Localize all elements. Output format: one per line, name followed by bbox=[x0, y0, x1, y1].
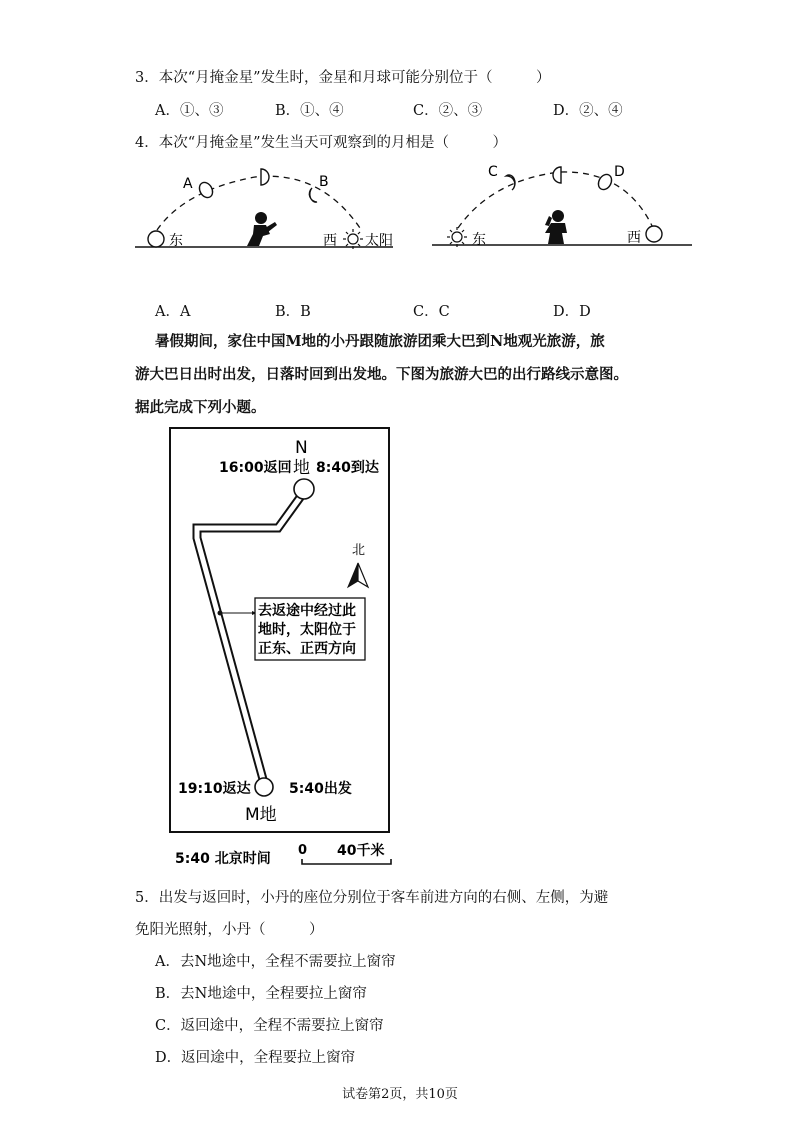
label-d: D bbox=[614, 164, 625, 180]
q5-stem-line-2: 免阳光照射，小丹（ ） bbox=[135, 922, 324, 938]
m-label: M地 bbox=[245, 805, 277, 825]
q4-option-c: C．C bbox=[413, 304, 450, 320]
q5-stem-line-1: 5．出发与返回时，小丹的座位分别位于客车前进方向的右侧、左侧，为避 bbox=[135, 890, 609, 906]
m-return-time: 19:10返达 bbox=[178, 781, 251, 797]
moon-diagram-right bbox=[432, 160, 694, 260]
passage-line-3: 据此完成下列小题。 bbox=[135, 399, 266, 416]
note-line-2: 地时，太阳位于 bbox=[258, 622, 356, 638]
n-label-di: 地 bbox=[293, 458, 310, 478]
label-west: 西 bbox=[323, 233, 337, 249]
n-arrive-time: 8:40到达 bbox=[316, 460, 379, 476]
note-line-3: 正东、正西方向 bbox=[258, 641, 356, 657]
sun-icon-east bbox=[447, 227, 467, 247]
q3-option-c: C．②、③ bbox=[413, 103, 483, 119]
q3-option-a: A．①、③ bbox=[155, 103, 224, 119]
observer-icon bbox=[247, 212, 277, 246]
q5-option-a: A．去N地途中，全程不需要拉上窗帘 bbox=[155, 954, 396, 970]
moon-circle-east bbox=[148, 231, 164, 247]
passage-line-2: 游大巴日出时出发，日落时回到出发地。下图为旅游大巴的出行路线示意图。 bbox=[135, 366, 628, 383]
moon-diagram-left bbox=[135, 160, 395, 260]
q4-option-b: B．B bbox=[275, 304, 311, 320]
q5-option-d: D．返回途中，全程要拉上窗帘 bbox=[155, 1050, 356, 1066]
q4-stem: 4．本次“月掩金星”发生当天可观察到的月相是（ ） bbox=[135, 135, 508, 151]
n-place-circle bbox=[294, 479, 314, 499]
q4-option-d: D．D bbox=[553, 304, 591, 320]
label-east: 东 bbox=[169, 233, 183, 249]
scale-zero: 0 bbox=[298, 843, 308, 858]
label-c: C bbox=[488, 164, 498, 180]
label-a: A bbox=[183, 176, 193, 192]
time-note: 5:40 北京时间 bbox=[175, 851, 271, 867]
q3-option-b: B．①、④ bbox=[275, 103, 344, 119]
moon-half-top bbox=[261, 169, 269, 185]
q4-option-a: A．A bbox=[155, 304, 191, 320]
sun-icon bbox=[343, 229, 363, 249]
moon-half-top-right bbox=[553, 167, 561, 183]
n-label: N bbox=[295, 438, 308, 458]
q5-option-b: B．去N地途中，全程要拉上窗帘 bbox=[155, 986, 367, 1002]
m-place-circle bbox=[255, 778, 273, 796]
label-sun: 太阳 bbox=[365, 233, 393, 249]
route-map bbox=[165, 423, 405, 873]
moon-d bbox=[596, 172, 614, 192]
scale-length: 40千米 bbox=[337, 843, 385, 859]
q5-option-c: C．返回途中，全程不需要拉上窗帘 bbox=[155, 1018, 384, 1034]
north-label: 北 bbox=[352, 543, 366, 558]
m-depart-time: 5:40出发 bbox=[289, 781, 352, 797]
moon-c bbox=[506, 175, 515, 190]
label-west-right: 西 bbox=[627, 230, 641, 246]
label-b: B bbox=[319, 174, 329, 190]
passage-line-1: 暑假期间，家住中国M地的小丹跟随旅游团乘大巴到N地观光旅游，旅 bbox=[155, 333, 605, 350]
page-footer: 试卷第2页，共10页 bbox=[342, 1087, 458, 1102]
observer-icon-right bbox=[545, 210, 567, 244]
scale-bar bbox=[302, 859, 391, 864]
moon-a bbox=[197, 180, 215, 200]
q3-option-d: D．②、④ bbox=[553, 103, 623, 119]
q3-stem: 3．本次“月掩金星”发生时，金星和月球可能分别位于（ ） bbox=[135, 70, 551, 86]
n-return-time: 16:00返回 bbox=[219, 460, 292, 476]
label-east-right: 东 bbox=[472, 232, 486, 248]
moon-circle-west bbox=[646, 226, 662, 242]
note-line-1: 去返途中经过此 bbox=[258, 603, 356, 619]
moon-b bbox=[309, 188, 317, 202]
